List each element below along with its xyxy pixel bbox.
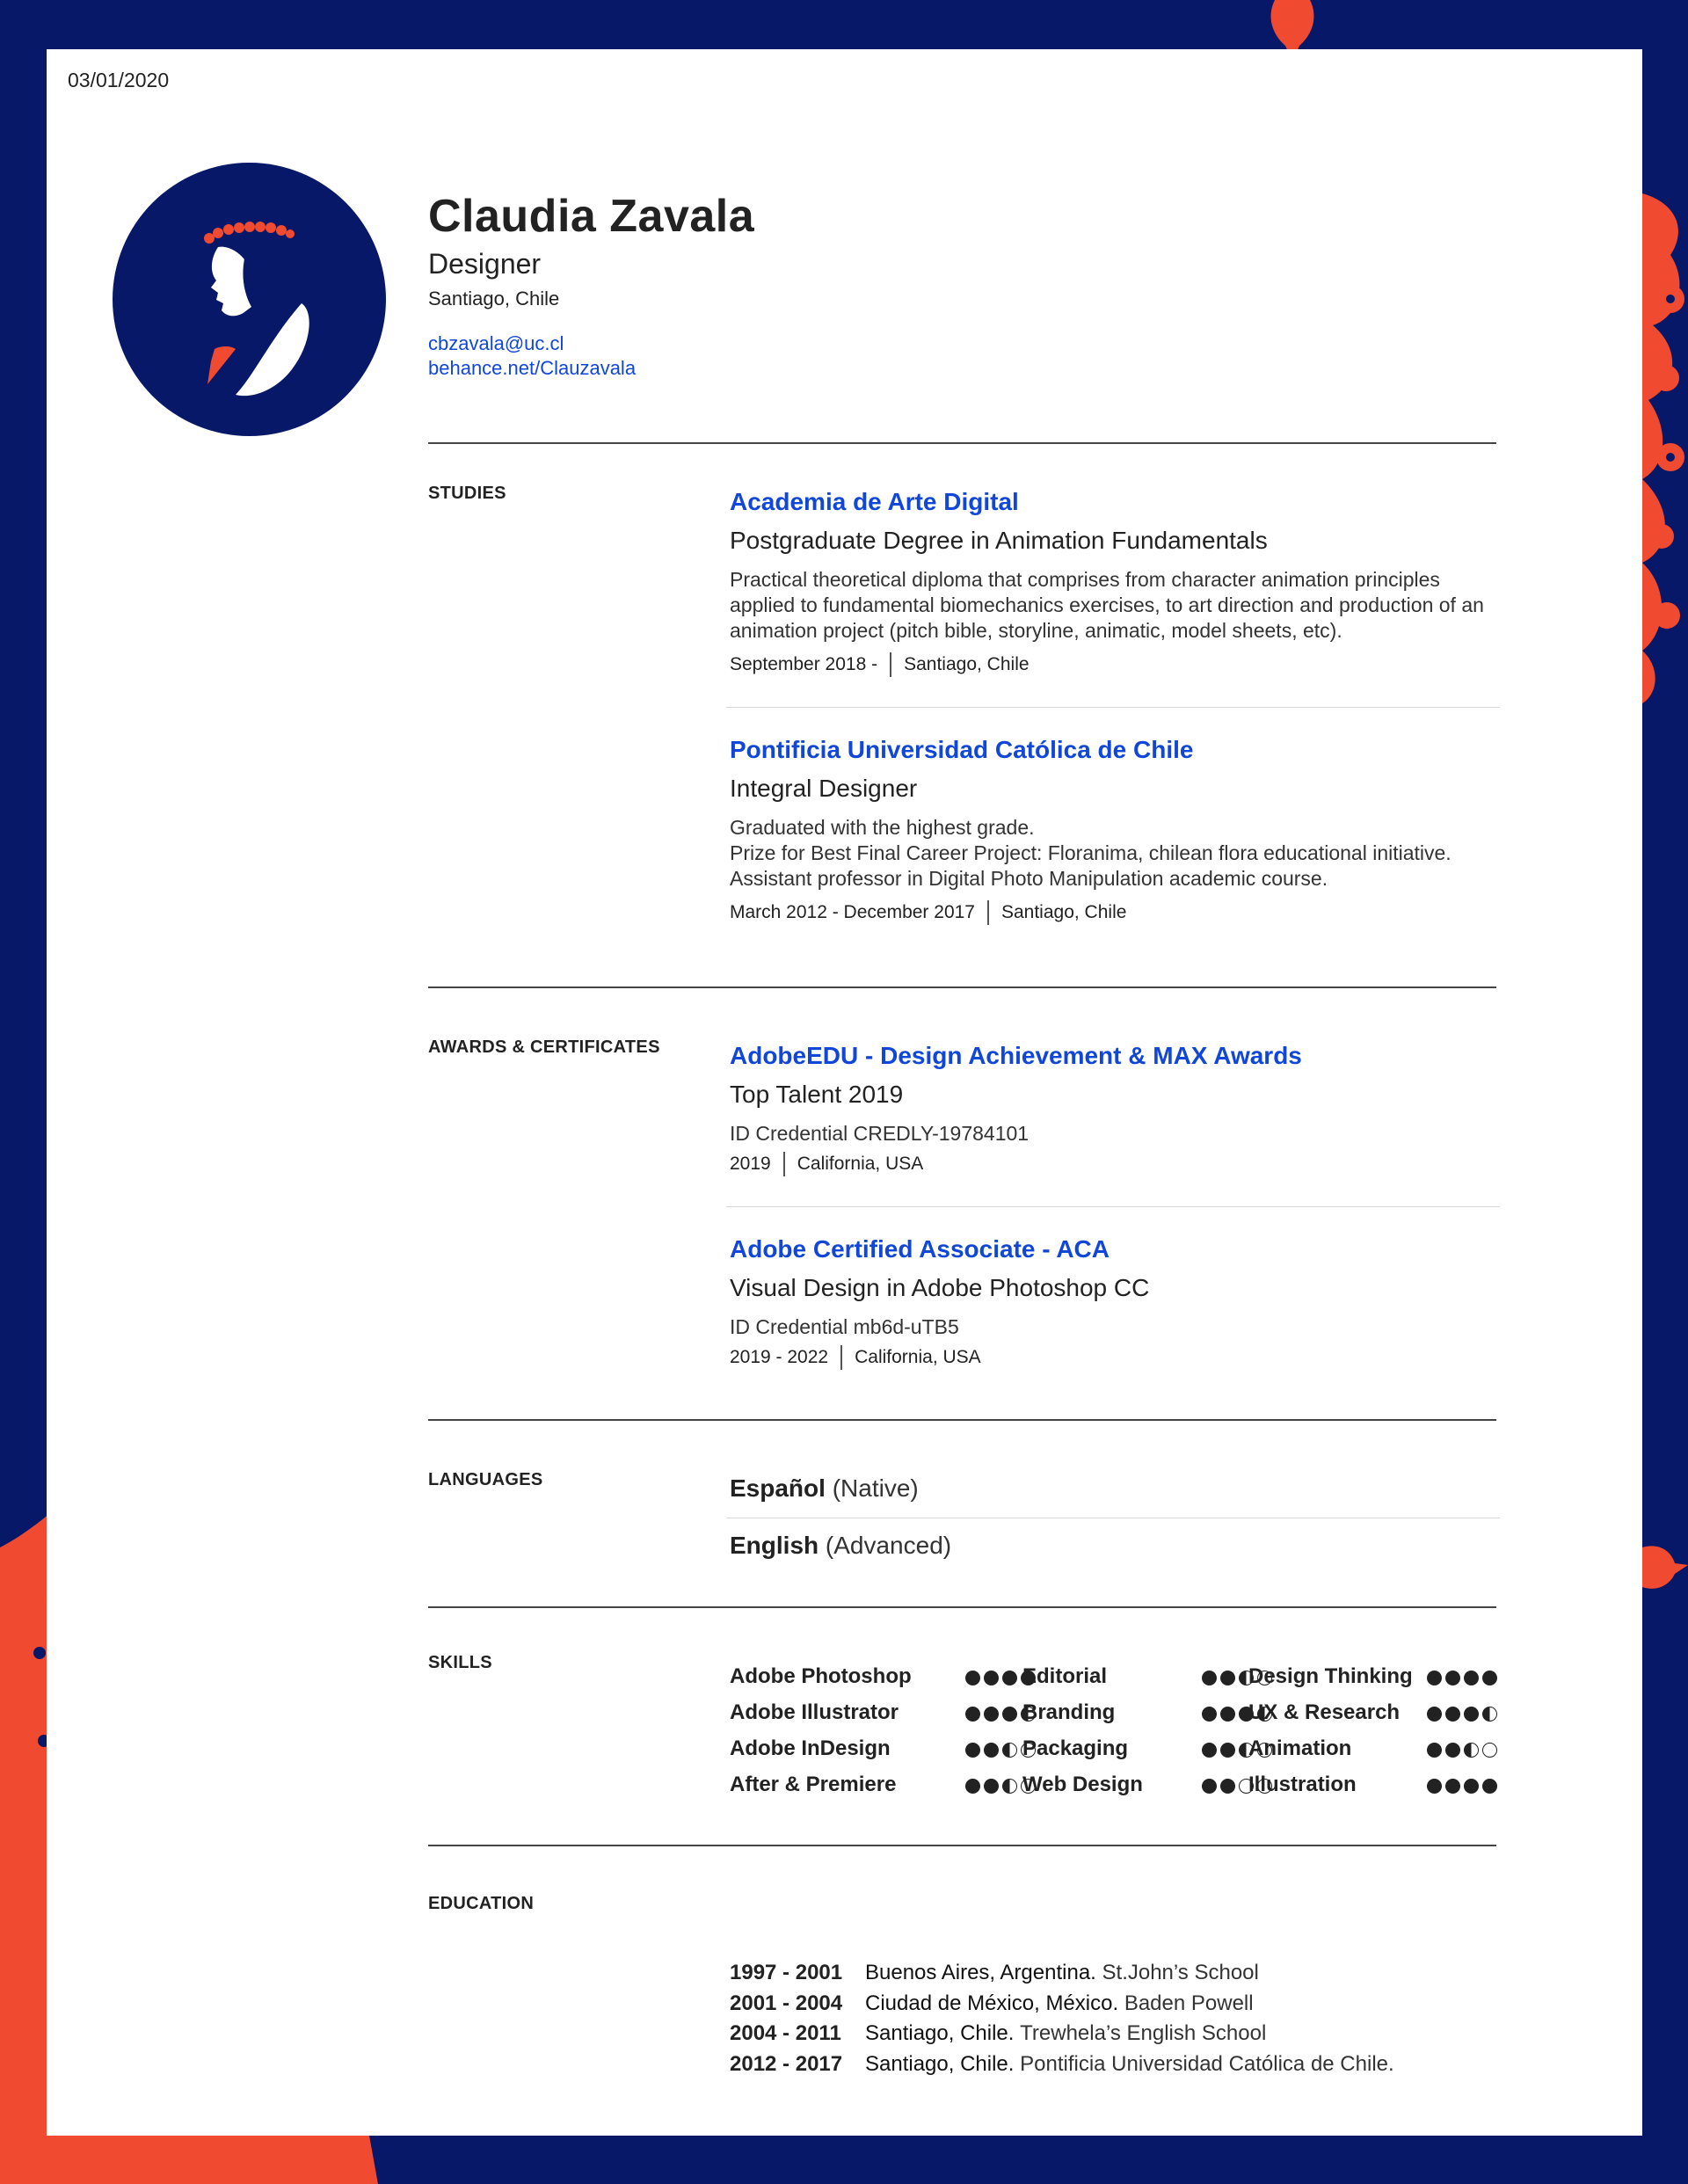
entry-location: California, USA bbox=[797, 1154, 924, 1174]
degree-title: Postgraduate Degree in Animation Fundamentals bbox=[730, 527, 1268, 554]
skill-name: Branding bbox=[1022, 1700, 1116, 1724]
section-divider bbox=[428, 1606, 1496, 1608]
award-issuer: AdobeEDU - Design Achievement & MAX Awards bbox=[730, 1042, 1302, 1069]
section-divider bbox=[428, 1419, 1496, 1421]
skill-item bbox=[1248, 1773, 1357, 1797]
rating-dot bbox=[1482, 1707, 1497, 1722]
education-place: Santiago, Chile. bbox=[865, 2021, 1015, 2045]
entry-location: Santiago, Chile bbox=[904, 654, 1030, 674]
rating-dot bbox=[1002, 1671, 1017, 1685]
skill-name: Packaging bbox=[1022, 1736, 1129, 1760]
document-date: 03/01/2020 bbox=[68, 69, 170, 91]
institution-name: Academia de Arte Digital bbox=[730, 488, 1019, 515]
education-place: Buenos Aires, Argentina. bbox=[865, 1961, 1096, 1984]
skill-name: Web Design bbox=[1022, 1773, 1143, 1796]
meta-separator bbox=[987, 900, 989, 925]
skill-item bbox=[1022, 1773, 1143, 1797]
rating-dot bbox=[1445, 1671, 1460, 1685]
profile-avatar bbox=[113, 163, 386, 436]
skill-name: Illustration bbox=[1248, 1773, 1357, 1796]
language-level: (Advanced) bbox=[825, 1532, 952, 1559]
language-name: Español bbox=[730, 1474, 826, 1502]
award-entry bbox=[730, 1042, 1503, 1176]
entry-dates: September 2018 - bbox=[730, 654, 878, 674]
description-line: Prize for Best Final Career Project: Floranima, chilean flora educational initiative. bbox=[730, 841, 1452, 864]
entry-meta bbox=[730, 900, 1503, 925]
skill-rating bbox=[1427, 1671, 1497, 1685]
skill-item bbox=[1022, 1700, 1115, 1725]
rating-dot bbox=[1002, 1707, 1017, 1722]
award-credential: ID Credential mb6d-uTB5 bbox=[730, 1315, 959, 1338]
skill-name: Adobe Illustrator bbox=[730, 1700, 899, 1724]
entry-location: California, USA bbox=[855, 1347, 981, 1367]
skill-name: UX & Research bbox=[1248, 1700, 1401, 1724]
rating-dot bbox=[1427, 1743, 1442, 1758]
education-years: 1997 - 2001 bbox=[730, 1961, 843, 1984]
language-item bbox=[730, 1474, 919, 1503]
language-item bbox=[730, 1532, 951, 1560]
rating-dot bbox=[1482, 1779, 1497, 1794]
entry-meta bbox=[730, 1345, 1503, 1370]
description-line: Graduated with the highest grade. bbox=[730, 816, 1035, 839]
rating-dot bbox=[1464, 1707, 1479, 1722]
rating-dot bbox=[1202, 1671, 1217, 1685]
education-school: Pontificia Universidad Católica de Chile. bbox=[1020, 2051, 1394, 2076]
study-entry bbox=[730, 736, 1503, 925]
skill-item bbox=[730, 1736, 891, 1761]
degree-title: Integral Designer bbox=[730, 775, 918, 802]
entry-dates: 2019 bbox=[730, 1154, 771, 1174]
rating-dot bbox=[1427, 1671, 1442, 1685]
section-divider bbox=[428, 986, 1496, 988]
section-label-languages: LANGUAGES bbox=[428, 1470, 543, 1489]
email-link[interactable]: cbzavala@uc.cl bbox=[428, 332, 564, 354]
rating-dot bbox=[984, 1743, 999, 1758]
contact-links bbox=[428, 331, 754, 381]
award-issuer: Adobe Certified Associate - ACA bbox=[730, 1235, 1110, 1263]
education-school: St.John’s School bbox=[1102, 1961, 1259, 1984]
skill-name: Design Thinking bbox=[1248, 1664, 1413, 1688]
degree-description bbox=[730, 815, 1503, 892]
entry-separator bbox=[726, 1206, 1500, 1207]
rating-dot bbox=[1202, 1707, 1217, 1722]
rating-dot bbox=[984, 1779, 999, 1794]
rating-dot bbox=[1220, 1707, 1235, 1722]
rating-dot bbox=[965, 1779, 980, 1794]
section-label-studies: STUDIES bbox=[428, 484, 506, 503]
rating-dot bbox=[1202, 1779, 1217, 1794]
entry-location: Santiago, Chile bbox=[1000, 902, 1127, 922]
section-label-education: EDUCATION bbox=[428, 1894, 535, 1913]
meta-separator bbox=[840, 1345, 842, 1370]
skill-rating bbox=[1427, 1743, 1497, 1758]
education-school: Baden Powell bbox=[1124, 1991, 1254, 2015]
rating-dot bbox=[1464, 1779, 1479, 1794]
skill-name: Animation bbox=[1248, 1736, 1352, 1760]
education-school: Trewhela’s English School bbox=[1020, 2021, 1267, 2045]
education-years: 2012 - 2017 bbox=[730, 2051, 843, 2076]
rating-dot bbox=[1427, 1707, 1442, 1722]
rating-dot bbox=[1482, 1743, 1497, 1758]
institution-name: Pontificia Universidad Católica de Chile bbox=[730, 736, 1194, 763]
rating-dot bbox=[1464, 1671, 1479, 1685]
rating-dot bbox=[1427, 1779, 1442, 1794]
description-line: Assistant professor in Digital Photo Manipulation academic course. bbox=[730, 867, 1328, 890]
rating-dot bbox=[984, 1671, 999, 1685]
resume-page bbox=[47, 49, 1642, 2136]
education-list bbox=[730, 1958, 1394, 2079]
skill-item bbox=[730, 1773, 896, 1797]
skill-item bbox=[730, 1664, 912, 1689]
language-level: (Native) bbox=[832, 1474, 919, 1502]
rating-dot bbox=[1002, 1743, 1017, 1758]
study-entry bbox=[730, 488, 1503, 677]
skill-item bbox=[1248, 1664, 1413, 1689]
education-place: Ciudad de México, México. bbox=[865, 1991, 1119, 2015]
education-place: Santiago, Chile. bbox=[865, 2051, 1015, 2076]
rating-dot bbox=[984, 1707, 999, 1722]
entry-separator bbox=[726, 707, 1500, 708]
skill-name: After & Premiere bbox=[730, 1773, 897, 1796]
education-row bbox=[730, 1989, 1394, 2020]
rating-dot bbox=[1464, 1743, 1479, 1758]
rating-dot bbox=[965, 1743, 980, 1758]
award-entry bbox=[730, 1235, 1503, 1370]
rating-dot bbox=[1482, 1671, 1497, 1685]
profile-name: Claudia Zavala bbox=[428, 191, 755, 242]
rating-dot bbox=[1445, 1743, 1460, 1758]
skill-name: Adobe Photoshop bbox=[730, 1664, 912, 1688]
skill-item bbox=[1248, 1736, 1351, 1761]
profile-header bbox=[428, 190, 754, 381]
skill-name: Adobe InDesign bbox=[730, 1736, 891, 1760]
section-label-awards: AWARDS & CERTIFICATES bbox=[428, 1037, 660, 1057]
skill-item bbox=[1022, 1736, 1128, 1761]
education-row bbox=[730, 2019, 1394, 2049]
section-divider bbox=[428, 442, 1496, 444]
award-credential: ID Credential CREDLY-19784101 bbox=[730, 1122, 1030, 1145]
education-years: 2004 - 2011 bbox=[730, 2021, 841, 2045]
section-label-skills: SKILLS bbox=[428, 1653, 492, 1672]
skill-rating bbox=[1427, 1707, 1497, 1722]
meta-separator bbox=[783, 1152, 785, 1176]
section-divider bbox=[428, 1845, 1496, 1846]
rating-dot bbox=[1445, 1779, 1460, 1794]
rating-dot bbox=[1220, 1743, 1235, 1758]
skill-name: Editorial bbox=[1022, 1664, 1108, 1688]
education-row bbox=[730, 1958, 1394, 1989]
rating-dot bbox=[1220, 1779, 1235, 1794]
skill-item bbox=[1248, 1700, 1400, 1725]
rating-dot bbox=[1002, 1779, 1017, 1794]
language-name: English bbox=[730, 1532, 819, 1559]
rating-dot bbox=[1202, 1743, 1217, 1758]
award-title: Top Talent 2019 bbox=[730, 1081, 904, 1108]
education-row bbox=[730, 2049, 1394, 2080]
award-title: Visual Design in Adobe Photoshop CC bbox=[730, 1274, 1150, 1301]
education-years: 2001 - 2004 bbox=[730, 1991, 843, 2015]
skill-item bbox=[730, 1700, 899, 1725]
profile-location: Santiago, Chile bbox=[428, 288, 560, 309]
skill-item bbox=[1022, 1664, 1107, 1689]
profile-title: Designer bbox=[428, 248, 542, 280]
rating-dot bbox=[1445, 1707, 1460, 1722]
rating-dot bbox=[1220, 1671, 1235, 1685]
entry-dates: 2019 - 2022 bbox=[730, 1347, 829, 1367]
degree-description: Practical theoretical diploma that comprises from character animation principles applied to fundamental biomechanics exercises, to art direction and production of an animation project (pitch bible, storyline, animatic, model sheets, etc). bbox=[730, 568, 1484, 642]
entry-meta bbox=[730, 1152, 1503, 1176]
rating-dot bbox=[965, 1707, 980, 1722]
entry-dates: March 2012 - December 2017 bbox=[730, 902, 975, 922]
skill-rating bbox=[1427, 1779, 1497, 1794]
meta-separator bbox=[890, 652, 891, 677]
rating-dot bbox=[965, 1671, 980, 1685]
portfolio-link[interactable]: behance.net/Clauzavala bbox=[428, 357, 637, 379]
entry-meta bbox=[730, 652, 1503, 677]
